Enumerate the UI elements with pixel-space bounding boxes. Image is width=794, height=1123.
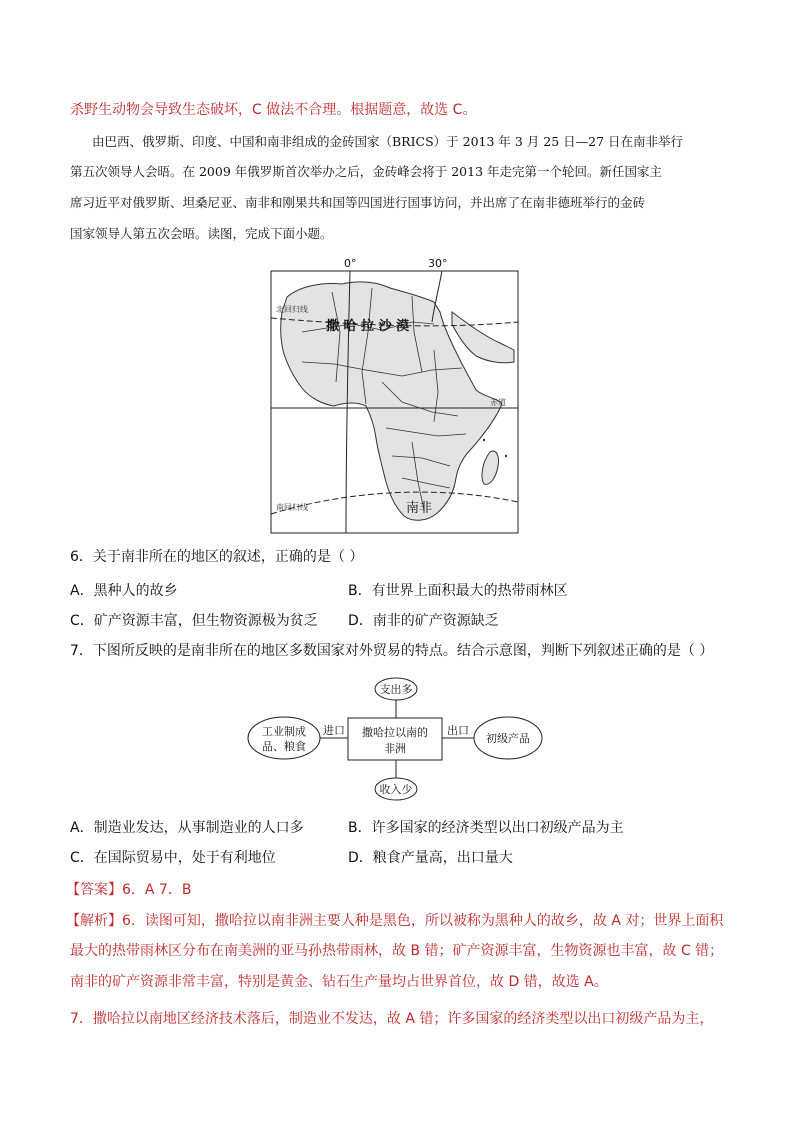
sahara-label: 撒 哈 拉 沙 漠: [326, 319, 410, 334]
analysis-line-2: 最大的热带雨林区分布在南美洲的亚马孙热带雨林，故 B 错；矿产资源丰富，生物资源也丰富，故 C 错；: [70, 943, 724, 959]
q6-option-c[interactable]: C．矿产资源丰富，但生物资源极为贫乏: [70, 613, 318, 629]
passage-line-4: 国家领导人第五次会晤。读图，完成下面小题。: [70, 226, 333, 241]
q7-stem: 7．下图所反映的是南非所在的地区多数国家对外贸易的特点。结合示意图，判断下列叙述正确的是（ ）: [70, 643, 714, 659]
analysis-line-1: 【解析】6．读图可知，撒哈拉以南非洲主要人种是黑色，所以被称为黑种人的故乡，故 A 对；世界上面积: [66, 913, 724, 929]
passage-line-1: 由巴西、俄罗斯、印度、中国和南非组成的金砖国家（BRICS）于 2013 年 3 月 25 日—27 日在南非举行: [92, 134, 684, 149]
bottom-label: 收入少: [379, 783, 413, 796]
lon-30-label: 30°: [428, 257, 448, 270]
south-africa-label: 南非: [406, 501, 433, 516]
tropic-south-label: 南回归线: [276, 503, 308, 512]
q7-option-d[interactable]: D．粮食产量高，出口量大: [348, 850, 513, 866]
tropic-north-label: 北回归线: [276, 305, 308, 314]
equator-label: 赤道: [490, 398, 506, 407]
center-label-2: 非洲: [384, 742, 406, 755]
q6-stem: 6．关于南非所在的地区的叙述，正确的是（ ）: [70, 549, 364, 565]
left-label-2: 品、粮食: [262, 740, 306, 753]
intro-tail: 杀野生动物会导致生态破坏，C 做法不合理。根据题意，故选 C。: [70, 102, 477, 118]
answer-line: 【答案】6．A 7．B: [66, 882, 192, 898]
import-label: 进口: [323, 724, 345, 737]
q6-option-b[interactable]: B．有世界上面积最大的热带雨林区: [348, 583, 568, 599]
top-label: 支出多: [379, 683, 413, 696]
analysis-line-3: 南非的矿产资源非常丰富，特别是黄金、钻石生产量均占世界首位，故 D 错，故选 A。: [70, 974, 608, 990]
left-label-1: 工业制成: [262, 725, 306, 738]
passage-line-2: 第五次领导人会晤。在 2009 年俄罗斯首次举办之后，金砖峰会将于 2013 年走完第一个轮回。新任国家主: [70, 164, 663, 179]
q7-option-a[interactable]: A．制造业发达，从事制造业的人口多: [70, 820, 304, 836]
q7-option-b[interactable]: B．许多国家的经济类型以出口初级产品为主: [348, 820, 624, 836]
africa-map: [262, 252, 528, 537]
passage-line-3: 席习近平对俄罗斯、坦桑尼亚、南非和刚果共和国等四国进行国事访问，并出席了在南非德班举行的金砖: [70, 195, 646, 210]
q7-option-c[interactable]: C．在国际贸易中，处于有利地位: [70, 850, 276, 866]
right-label: 初级产品: [486, 732, 530, 745]
analysis-line-4: 7．撒哈拉以南地区经济技术落后，制造业不发达，故 A 错；许多国家的经济类型以出口初级产品为主，: [70, 1011, 714, 1027]
q6-option-d[interactable]: D．南非的矿产资源缺乏: [348, 613, 499, 629]
trade-diagram: [246, 676, 552, 806]
center-label-1: 撒哈拉以南的: [362, 726, 428, 739]
export-label: 出口: [447, 724, 469, 737]
q6-option-a[interactable]: A．黑种人的故乡: [70, 583, 178, 599]
lon-0-label: 0°: [344, 257, 357, 270]
